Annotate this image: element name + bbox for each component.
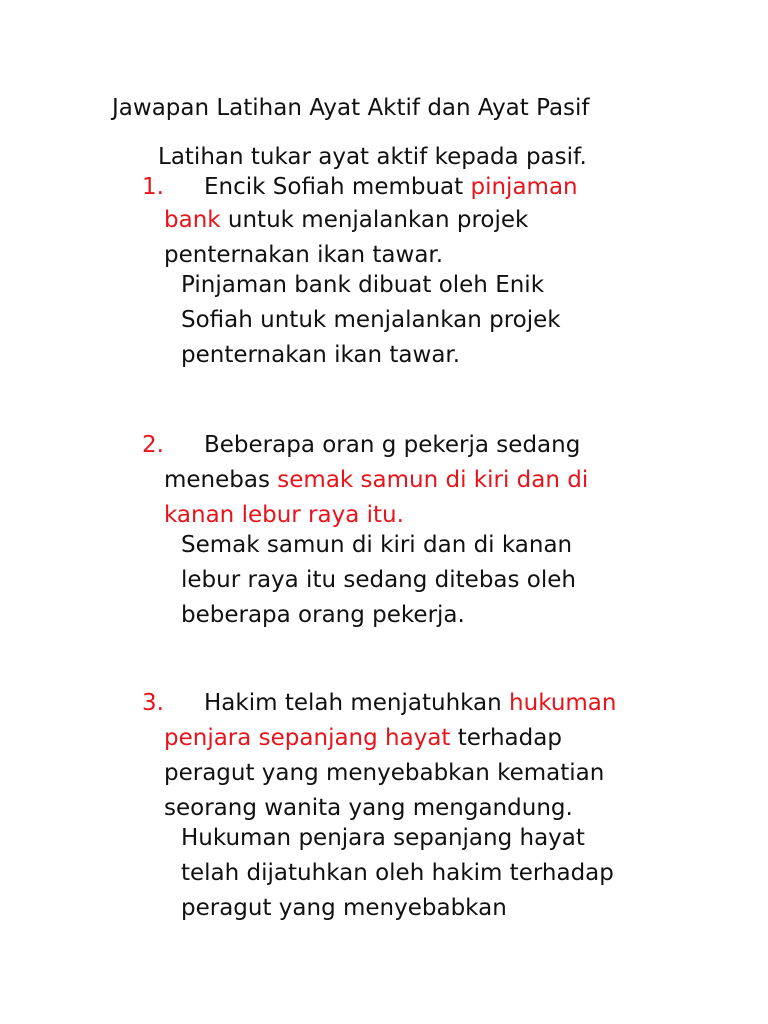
answer-line: Semak samun di kiri dan di kanan [181, 532, 573, 558]
highlight-segment: kanan lebur raya itu. [164, 502, 404, 528]
active-sentence-line [164, 205, 528, 235]
text-segment: seorang wanita yang mengandung. [164, 795, 573, 821]
active-sentence-line [164, 500, 404, 530]
answer-line: lebur raya itu sedang ditebas oleh [181, 567, 576, 593]
text-segment: untuk menjalankan projek [220, 207, 529, 233]
answer-line: penternakan ikan tawar. [181, 342, 461, 368]
highlight-segment: bank [164, 207, 221, 233]
item-number: 3. [142, 690, 164, 716]
active-sentence-line [164, 723, 562, 753]
active-sentence-line [164, 240, 443, 270]
text-segment: peragut yang menyebabkan kematian [164, 760, 605, 786]
active-sentence-line [204, 430, 580, 460]
text-segment: Hakim telah menjatuhkan [204, 690, 510, 716]
active-sentence-line [204, 172, 578, 202]
answer-line: telah dijatuhkan oleh hakim terhadap [181, 860, 614, 886]
highlight-segment: hukuman [509, 690, 617, 716]
active-sentence-line [164, 465, 588, 495]
text-segment: Encik Sofiah membuat [204, 174, 471, 200]
text-segment: terhadap [450, 725, 562, 751]
exercise-instruction: Latihan tukar ayat aktif kepada pasif. [158, 144, 587, 170]
answer-line: Sofiah untuk menjalankan projek [181, 307, 561, 333]
highlight-segment: semak samun di kiri dan di [277, 467, 589, 493]
highlight-segment: pinjaman [470, 174, 578, 200]
answer-line: beberapa orang pekerja. [181, 602, 465, 628]
text-segment: Beberapa oran g pekerja sedang [204, 432, 581, 458]
answer-line: Pinjaman bank dibuat oleh Enik [181, 272, 545, 298]
active-sentence-line [204, 688, 616, 718]
text-segment: menebas [164, 467, 278, 493]
page-title: Jawapan Latihan Ayat Aktif dan Ayat Pasif [112, 95, 590, 121]
text-segment: penternakan ikan tawar. [164, 242, 444, 268]
answer-line: peragut yang menyebabkan [181, 895, 507, 921]
active-sentence-line [164, 758, 604, 788]
active-sentence-line [164, 793, 573, 823]
item-number: 1. [142, 174, 164, 200]
item-number: 2. [142, 432, 164, 458]
answer-line: Hukuman penjara sepanjang hayat [181, 825, 585, 851]
highlight-segment: penjara sepanjang hayat [164, 725, 451, 751]
